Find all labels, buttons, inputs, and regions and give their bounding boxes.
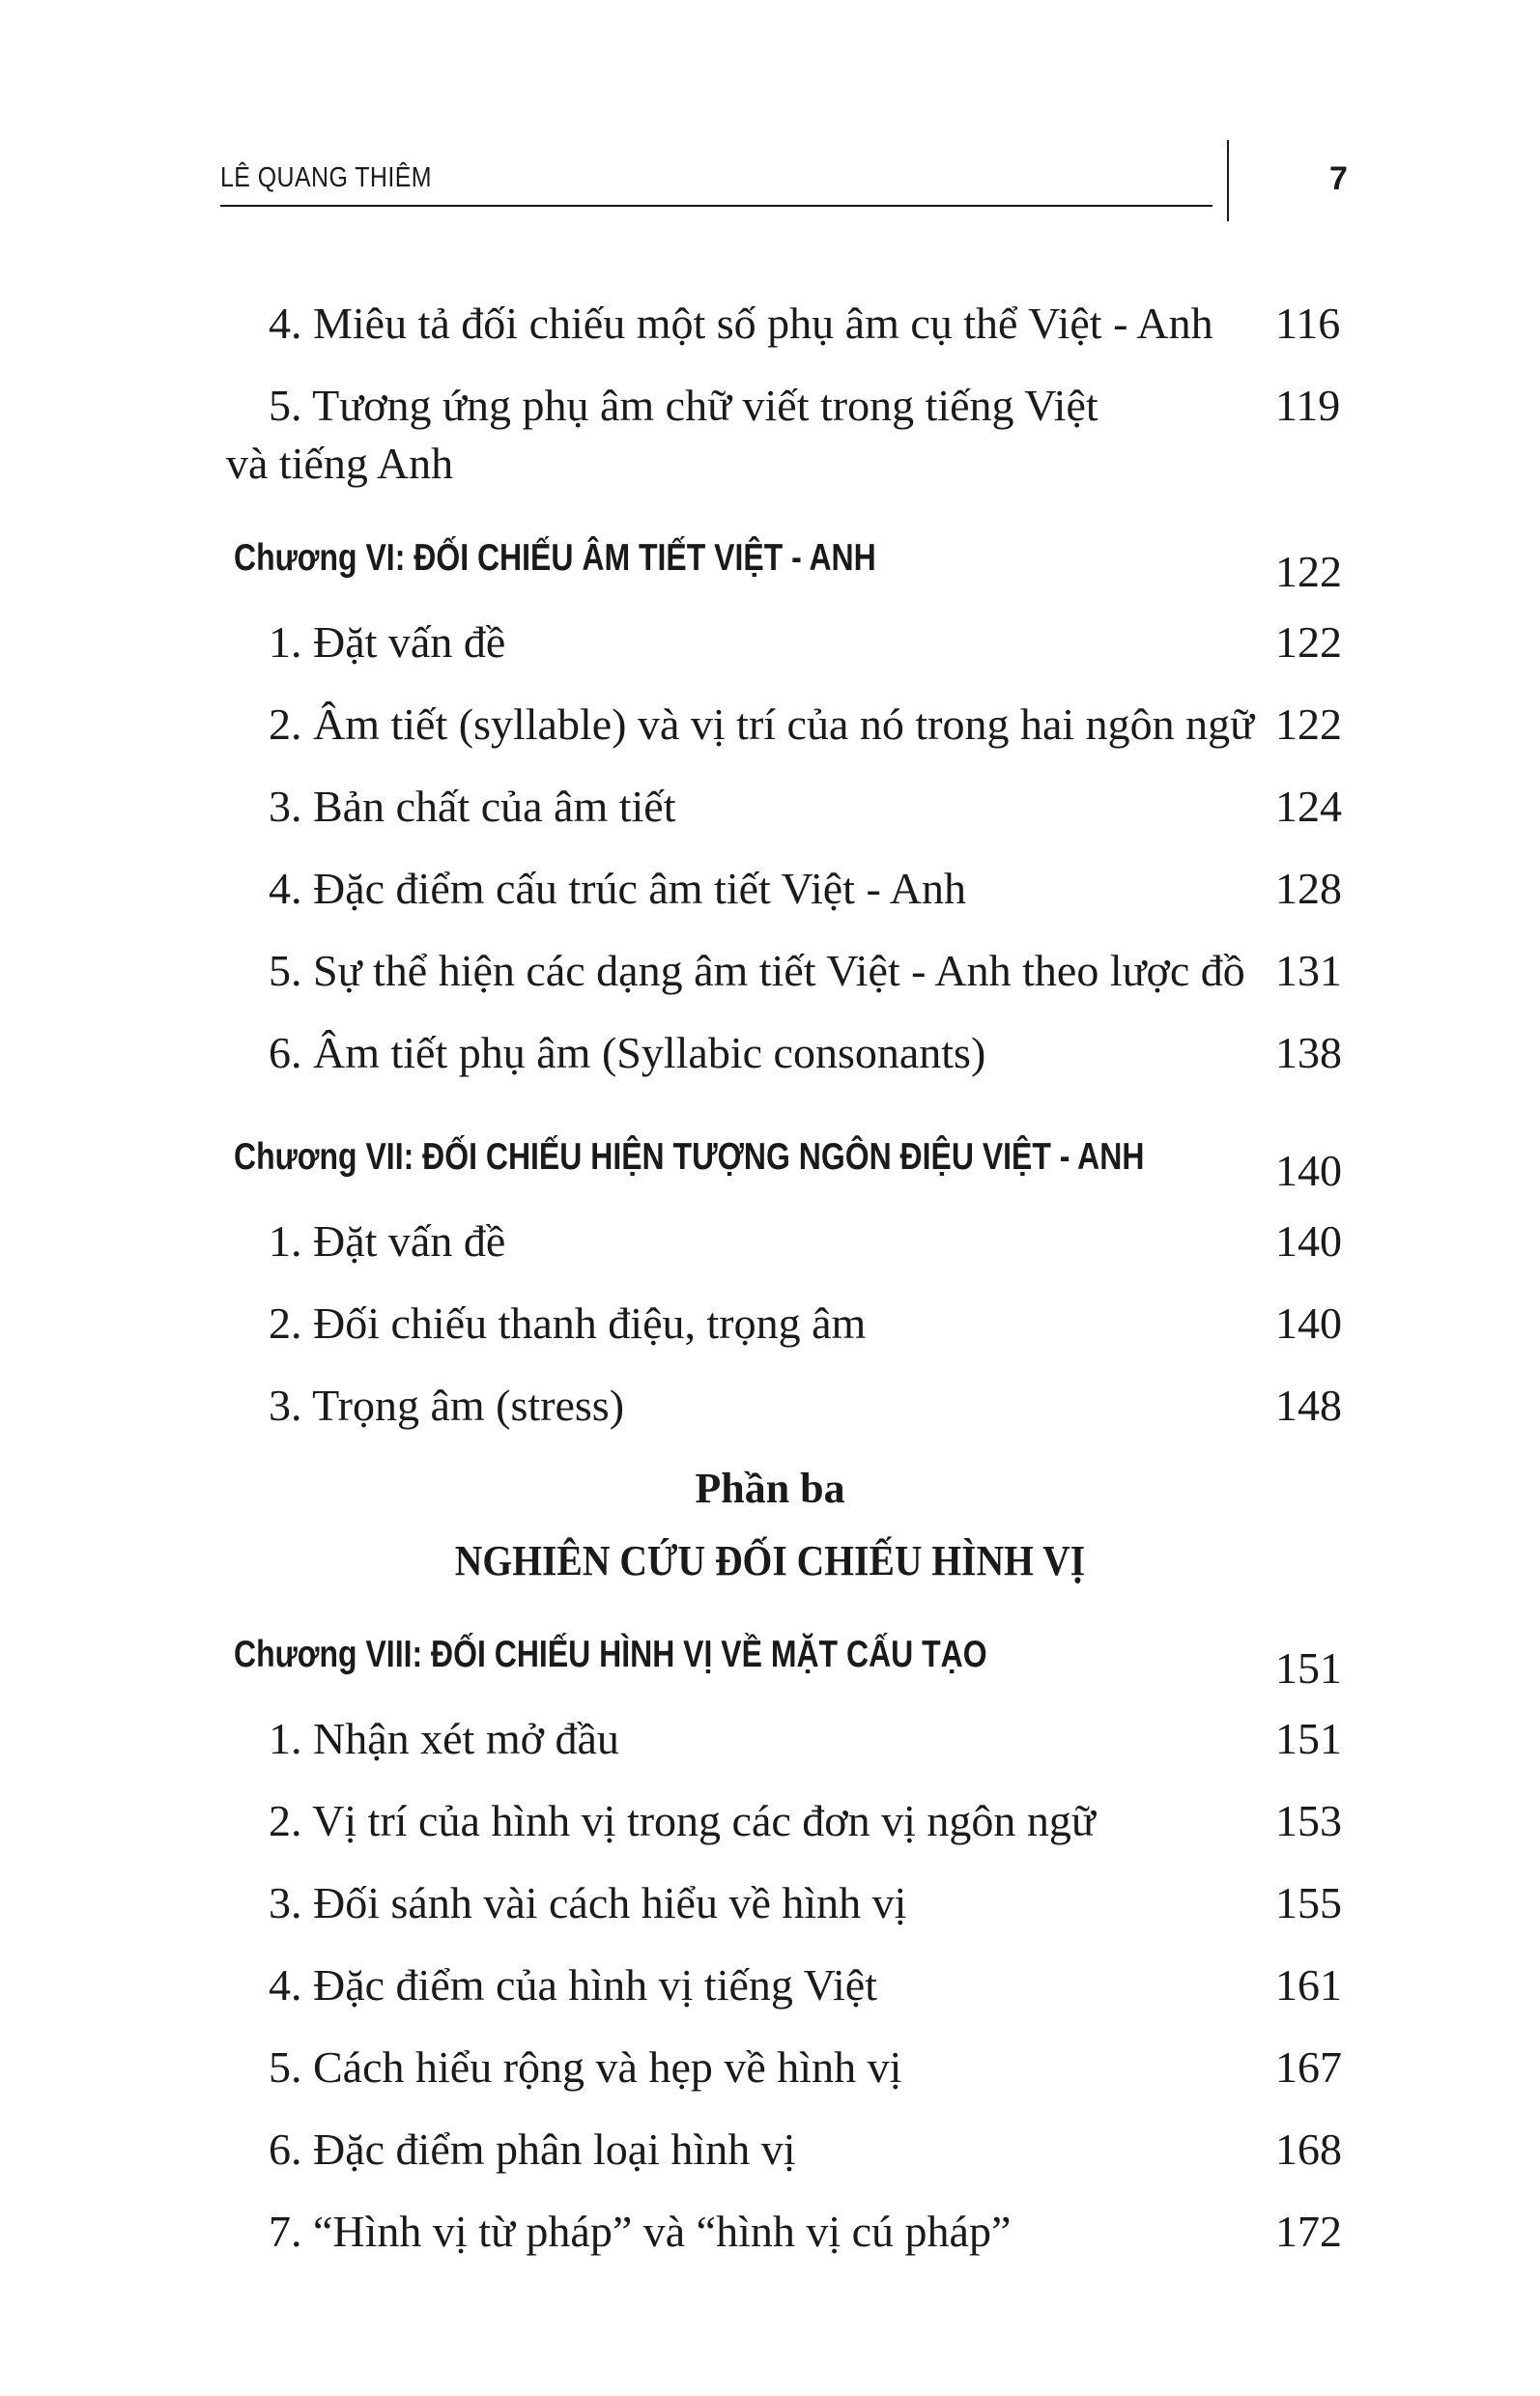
page-ref: 122: [1275, 547, 1342, 596]
entry-title: 4. Đặc điểm cấu trúc âm tiết Việt - Anh: [269, 864, 966, 913]
entry-title: 7. “Hình vị từ pháp” và “hình vị cú pháp”: [269, 2207, 1012, 2256]
entry-title: 6. Đặc điểm phân loại hình vị: [269, 2125, 796, 2174]
header-rule: [220, 205, 1212, 207]
page-ref: 153: [1275, 1796, 1342, 1845]
page-ref: 116: [1275, 299, 1341, 348]
running-header: [220, 145, 1215, 205]
page-ref: 151: [1275, 1643, 1342, 1693]
entry-title: [226, 377, 1098, 493]
entry-title-continuation: và tiếng Anh: [226, 439, 454, 488]
header-vertical-rule: [1227, 140, 1229, 221]
entry-title: 1. Đặt vấn đề: [269, 617, 506, 667]
page-ref: 138: [1275, 1028, 1342, 1077]
entry-title-line: 5. Tương ứng phụ âm chữ viết trong tiếng Việt: [269, 381, 1098, 430]
entry-title: 2. Âm tiết (syllable) và vị trí của nó trong hai ngôn ngữ: [269, 699, 1255, 749]
page-ref: 168: [1275, 2125, 1342, 2174]
page-ref: 140: [1275, 1298, 1342, 1348]
page-ref: 155: [1275, 1878, 1342, 1927]
page-ref: 140: [1275, 1216, 1342, 1266]
entry-title: 2. Vị trí của hình vị trong các đơn vị ngôn ngữ: [269, 1796, 1096, 1845]
page-ref: 148: [1275, 1381, 1342, 1430]
entry-title: 1. Đặt vấn đề: [269, 1216, 506, 1266]
page-ref: 140: [1275, 1146, 1342, 1195]
page-ref: 161: [1275, 1960, 1342, 2010]
chapter-title: Chương VI: ĐỐI CHIẾU ÂM TIẾT VIỆT - ANH: [234, 537, 876, 579]
page-ref: 167: [1275, 2042, 1342, 2092]
page-ref: 131: [1275, 946, 1342, 995]
page-ref: 122: [1275, 699, 1342, 749]
page-ref: 151: [1275, 1714, 1342, 1763]
entry-title: 5. Sự thể hiện các dạng âm tiết Việt - Anh theo lược đồ: [269, 946, 1245, 995]
entry-title: 3. Trọng âm (stress): [269, 1381, 625, 1430]
page-ref: 172: [1275, 2207, 1342, 2256]
part-label: Phần ba: [695, 1465, 845, 1512]
part-title: NGHIÊN CỨU ĐỐI CHIẾU HÌNH VỊ: [454, 1537, 1086, 1584]
chapter-title: Chương VIII: ĐỐI CHIẾU HÌNH VỊ VỀ MẶT CẤU TẠO: [234, 1634, 987, 1675]
page-ref: 122: [1275, 617, 1342, 667]
entry-title: 2. Đối chiếu thanh điệu, trọng âm: [269, 1298, 867, 1348]
entry-title: 3. Đối sánh vài cách hiểu về hình vị: [269, 1878, 907, 1927]
page-ref: 119: [1275, 381, 1341, 430]
header-author: LÊ QUANG THIÊM: [220, 162, 432, 193]
page-number: 7: [1329, 160, 1348, 197]
page-ref: 128: [1275, 864, 1342, 913]
entry-title: 5. Cách hiểu rộng và hẹp về hình vị: [269, 2042, 902, 2092]
chapter-title: Chương VII: ĐỐI CHIẾU HIỆN TƯỢNG NGÔN ĐIỆU VIỆT - ANH: [234, 1136, 1145, 1178]
entry-title: 3. Bản chất của âm tiết: [269, 782, 676, 831]
entry-title: 4. Đặc điểm của hình vị tiếng Việt: [269, 1960, 878, 2010]
page-ref: 124: [1275, 782, 1342, 831]
entry-title: 6. Âm tiết phụ âm (Syllabic consonants): [269, 1028, 986, 1077]
entry-title: 1. Nhận xét mở đầu: [269, 1714, 619, 1763]
entry-title: 4. Miêu tả đối chiếu một số phụ âm cụ thể Việt - Anh: [269, 299, 1213, 348]
